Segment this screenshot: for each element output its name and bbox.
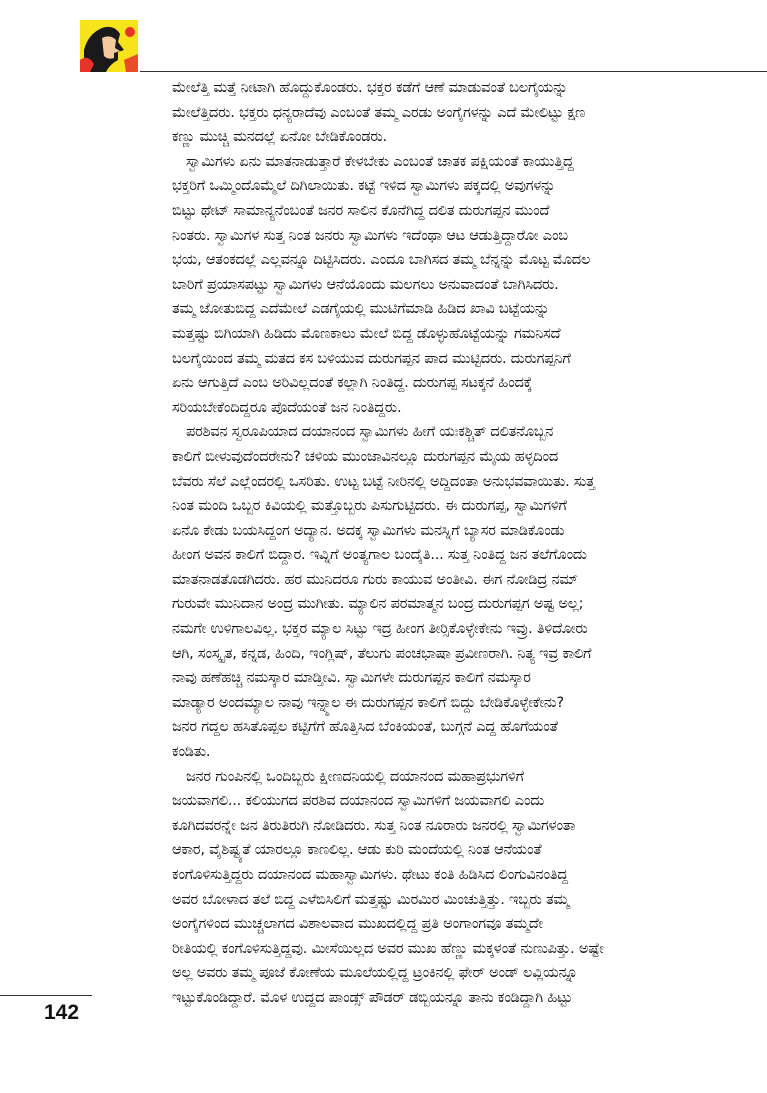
text-line: ರೀತಿಯಲ್ಲಿ ಕಂಗೊಳಿಸುತ್ತಿದ್ದವು. ಮೀಸೆಯಿಲ್ಲದ ಅವರ ಮುಖ ಹೆಣ್ಣು ಮಕ್ಕಳಂತೆ ನುಣುಪಿತ್ತು. ಅಷ್ಟೇ: [172, 939, 604, 957]
text-line: ಗುರುವೇ ಮುನಿದಾನ ಅಂದ್ರ ಮುಗೀತು. ಮ್ಯಾಲಿನ ಪರಮಾತ್ಮನ ಬಂದ್ರ ದುರುಗಪ್ಪಗ ಅಷ್ಟ ಅಲ್ಲ;: [172, 595, 584, 613]
text-line: ಬಿಟ್ಟು ಥೇಟ್ ಸಾಮಾನ್ಯನೆಂಬಂತೆ ಜನರ ಸಾಲಿನ ಕೊನೆಗಿದ್ದ ದಲಿತ ದುರುಗಪ್ಪನ ಮುಂದೆ: [172, 201, 550, 219]
article-body: [172, 76, 712, 1011]
text-line: ಸ್ವಾಮಿಗಳು ಏನು ಮಾತನಾಡುತ್ತಾರೆ ಕೇಳಬೇಕು ಎಂಬಂತೆ ಚಾತಕ ಪಕ್ಷಿಯಂತೆ ಕಾಯುತ್ತಿದ್ದ: [186, 152, 574, 170]
paragraph-2: [172, 150, 712, 421]
text-line: ನಾವು ಹಣೆಹಚ್ಚಿ ನಮಸ್ಕಾರ ಮಾಡ್ತೀವಿ. ಸ್ವಾಮಿಗಳೇ ದುರುಗಪ್ಪನ ಕಾಲಿಗೆ ನಮಸ್ಕಾರ: [172, 669, 531, 687]
text-line: ಏನೊ ಕೇಡು ಬಯಸಿದ್ದಂಗ ಅದ್ಯಾನ. ಅದಕ್ಕ ಸ್ವಾಮಿಗಳು ಮನಸ್ನಿಗೆ ಬ್ಯಾಸರ ಮಾಡಿಕೊಂಡು: [172, 521, 565, 539]
paragraph-3: [172, 420, 712, 764]
text-line: ಜನರ ಗುಂಪಿನಲ್ಲಿ ಒಂದಿಬ್ಬರು ಕ್ಷೀಣದನಿಯಲ್ಲಿ ದಯಾನಂದ ಮಹಾಪ್ರಭುಗಳಿಗೆ: [186, 767, 524, 785]
text-line: ಭಕ್ತರಿಗೆ ಒಮ್ಮಿಂದೊಮ್ಮೆಲೆ ದಿಗಿಲಾಯಿತು. ಕಟ್ಟೆ ಇಳಿದ ಸ್ವಾಮಿಗಳು ಪಕ್ಕದಲ್ಲಿ ಅವುಗಳನ್ನು: [172, 177, 556, 195]
text-line: ಜನರ ಗದ್ದಲ ಹಸಿತೊಪ್ಪಲ ಕಟ್ಟಿಗೆಗೆ ಹೊತ್ತಿಸಿದ ಬೆಂಕಿಯಂತೆ, ಬುಗ್ಗನೆ ಎದ್ದ ಹೊಗೆಯಂತೆ: [172, 718, 558, 736]
text-line: ಕಾಲಿಗೆ ಬೀಳುವುದೆಂದರೇನು? ಚಳಿಯ ಮುಂಜಾವಿನಲ್ಲೂ ದುರುಗಪ್ಪನ ಮೈಯ ಹಳ್ಳದಿಂದ: [172, 447, 559, 465]
text-line: ಅವರ ಬೋಳಾದ ತಲೆ ಬಿದ್ದ ಎಳೆಬಿಸಿಲಿಗೆ ಮತ್ತಷ್ಟು ಮಿರಮಿರ ಮಿಂಚುತ್ತಿತ್ತು. ಇಬ್ಬರು ತಮ್ಮ: [172, 890, 570, 908]
text-line: ಕಂಡಿತು.: [172, 743, 211, 761]
text-line: ಮತ್ತಷ್ಟು ಬಿಗಿಯಾಗಿ ಹಿಡಿದು ಮೊಣಕಾಲು ಮೇಲೆ ಬಿದ್ದ ಡೊಳ್ಳುಹೊಟ್ಟೆಯನ್ನು ಗಮನಿಸದೆ: [172, 324, 561, 342]
text-line: ಮಾತನಾಡತೊಡಗಿದರು. ಹರ ಮುನಿದರೂ ಗುರು ಕಾಯುವ ಅಂತೀವಿ. ಈಗ ನೋಡಿದ್ರ ನಮ್: [172, 570, 578, 588]
text-line: ಮೇಲೆತ್ತಿ ಮತ್ತೆ ನೀಟಾಗಿ ಹೊದ್ದುಕೊಂಡರು. ಭಕ್ತರ ಕಡೆಗೆ ಆಣೆ ಮಾಡುವಂತೆ ಬಲಗೈಯನ್ನು: [172, 79, 568, 96]
text-line: ಮೇಲೆತ್ತಿದರು. ಭಕ್ತರು ಧನ್ಯರಾದೆವು ಎಂಬಂತೆ ತಮ್ಮ ಎರಡು ಅಂಗೈಗಳನ್ನು ಎದೆ ಮೇಲಿಟ್ಟು ಕ್ಷಣ: [172, 103, 586, 121]
text-line: ಆಗಿ, ಸಂಸ್ಕೃತ, ಕನ್ನಡ, ಹಿಂದಿ, ಇಂಗ್ಲಿಷ್, ತೆಲುಗು ಪಂಚಭಾಷಾ ಪ್ರವೀಣರಾಗಿ. ನಿತ್ಯ ಇವ್ರ ಕಾಲಿಗೆ: [172, 644, 592, 662]
text-line: ಕೂಗಿದವರನ್ನೇ ಜನ ತಿರುತಿರುಗಿ ನೋಡಿದರು. ಸುತ್ತ ನಿಂತ ನೂರಾರು ಜನರಲ್ಲಿ ಸ್ವಾಮಿಗಳಂತಾ: [172, 816, 576, 834]
text-line: ಏನು ಆಗುತ್ತಿದೆ ಎಂಬ ಅರಿವಿಲ್ಲದಂತೆ ಕಲ್ಲಾಗಿ ನಿಂತಿದ್ದ. ದುರುಗಪ್ಪ ಸಟಕ್ಕನೆ ಹಿಂದಕ್ಕೆ: [172, 374, 533, 392]
text-line: ನಿಂತ ಮಂದಿ ಒಬ್ಬರ ಕಿವಿಯಲ್ಲಿ ಮತ್ತೊಬ್ಬರು ಪಿಸುಗುಟ್ಟಿದರು. ಈ ದುರುಗಪ್ಪ, ಸ್ವಾಮಿಗಳಿಗೆ: [172, 497, 567, 515]
paragraph-4: [172, 765, 712, 1011]
text-line: ನಿಂತರು. ಸ್ವಾಮಿಗಳ ಸುತ್ತ ನಿಂತ ಜನರು ಸ್ವಾಮಿಗಳು ಇದೆಂಥಾ ಆಟ ಆಡುತ್ತಿದ್ದಾರೋ ಎಂಬ: [172, 226, 568, 244]
text-line: ಬಾರಿಗೆ ಪ್ರಯಾಸಪಟ್ಟು ಸ್ವಾಮಿಗಳು ಆನೆಯೊಂದು ಮಲಗಲು ಅನುವಾದಂತೆ ಬಾಗಿಸಿದರು.: [172, 275, 559, 293]
page-number: 142: [44, 1001, 80, 1024]
text-line: ಪರಶಿವನ ಸ್ವರೂಪಿಯಾದ ದಯಾನಂದ ಸ್ವಾಮಿಗಳು ಹೀಗೆ ಯಃಕಶ್ಚಿತ್ ದಲಿತನೊಬ್ಬನ: [186, 423, 554, 441]
text-line: ಹೀಂಗ ಅವನ ಕಾಲಿಗೆ ಬಿದ್ದಾರ. ಇವ್ನಿಗೆ ಅಂತ್ಯಗಾಲ ಬಂದೈತಿ... ಸುತ್ತ ನಿಂತಿದ್ದ ಜನ ತಲೆಗೊಂದು: [172, 546, 587, 564]
text-line: ಸರಿಯಬೇಕೆಂದಿದ್ದರೂ ಪೊದೆಯಂತೆ ಜನ ನಿಂತಿದ್ದರು.: [172, 398, 402, 416]
text-line: ತಮ್ಮ ಜೋತುಬಿದ್ದ ಎದೆಮೇಲೆ ಎಡಗೈಯಲ್ಲಿ ಮುಟಿಗೆಮಾಡಿ ಹಿಡಿದ ಖಾವಿ ಬಟ್ಟೆಯನ್ನು: [172, 300, 550, 318]
text-line: ಕಣ್ಣು ಮುಚ್ಚಿ ಮನದಲ್ಲೆ ಏನೋ ಬೇಡಿಕೊಂಡರು.: [172, 128, 387, 146]
text-line: ಭಯ, ಆತಂಕದಲ್ಲೆ ಎಲ್ಲವನ್ನೂ ದಿಟ್ಟಿಸಿದರು. ಎಂದೂ ಬಾಗಿಸದ ತಮ್ಮ ಬೆನ್ನನ್ನು ಮೊಟ್ಟ ಮೊದಲ: [172, 251, 591, 269]
header-rule: [140, 71, 767, 72]
text-line: ಅಂಗೈಗಳಿಂದ ಮುಚ್ಚಲಾಗದ ವಿಶಾಲವಾದ ಮುಖದಲ್ಲಿದ್ದ ಪ್ರತಿ ಅಂಗಾಂಗವೂ ತಮ್ಮದೇ: [172, 915, 543, 933]
face-profile-logo-icon: [80, 20, 138, 72]
footer-rule: [0, 995, 92, 996]
text-line: ಬೆವರು ಸೆಲೆ ಎಲ್ಲೆಂದರಲ್ಲಿ ಒಸರಿತು. ಉಟ್ಟ ಬಟ್ಟೆ ನೀರಿನಲ್ಲಿ ಅದ್ದಿದಂತಾ ಅನುಭವವಾಯಿತು. ಸುತ್ತ: [172, 472, 595, 490]
text-line: ಅಲ್ಲ ಅವರು ತಮ್ಮ ಪೂಜೆ ಕೋಣೆಯ ಮೂಲೆಯಲ್ಲಿದ್ದ ಟ್ರಂಕಿನಲ್ಲಿ ಫೇರ್ ಅಂಡ್ ಲವ್ಲಿಯನ್ನೂ: [172, 964, 578, 982]
text-line: ನಮಗೇ ಉಳಿಗಾಲವಿಲ್ಲ. ಭಕ್ತರ ಮ್ಯಾಲ ಸಿಟ್ಟು ಇದ್ರ ಹೀಂಗ ತೀರ್‍ಸಿಕೊಳ್ಳೇಕೇನು ಇವ್ರು. ತಿಳಿದೋರು: [172, 620, 588, 638]
text-line: ಮಾಡ್ಯಾರ ಅಂದಮ್ಯಾಲ ನಾವು ಇನ್ನ್ಮಾಲ ಈ ದುರುಗಪ್ಪನ ಕಾಲಿಗೆ ಬಿದ್ದು ಬೇಡಿಕೊಳ್ಳೇಕೇನು?: [172, 693, 564, 711]
text-line: ಆಕಾರ, ವೈಶಿಷ್ಟ್ಯತೆ ಯಾರಲ್ಲೂ ಕಾಣಲಿಲ್ಲ. ಆಡು ಕುರಿ ಮಂದೆಯಲ್ಲಿ ನಿಂತ ಆನೆಯಂತೆ: [172, 841, 542, 859]
text-line: ಕಂಗೊಳಿಸುತ್ತಿದ್ದರು ದಯಾನಂದ ಮಹಾಸ್ವಾಮಿಗಳು. ಥೇಟು ಕಂತಿ ಹಿಡಿಸಿದ ಲಿಂಗುವಿನಂತಿದ್ದ: [172, 866, 568, 883]
paragraph-1: [172, 76, 712, 150]
text-line: ಇಟ್ಟುಕೊಂಡಿದ್ದಾರೆ. ಮೊಳ ಉದ್ದದ ಪಾಂಡ್ಸ್ ಪೌಡರ್ ಡಬ್ಬಿಯನ್ನೂ ತಾನು ಕಂಡಿದ್ದಾಗಿ ಹಿಟ್ಟು: [172, 988, 573, 1006]
text-line: ಬಲಗೈಯಿಂದ ತಮ್ಮ ಮತದ ಕಸ ಬಳಿಯುವ ದುರುಗಪ್ಪನ ಪಾದ ಮುಟ್ಟಿದರು. ದುರುಗಪ್ಪನಿಗೆ: [172, 349, 571, 367]
text-line: ಜಯವಾಗಲಿ... ಕಲಿಯುಗದ ಪರಶಿವ ದಯಾನಂದ ಸ್ವಾಮಿಗಳಿಗೆ ಜಯವಾಗಲಿ ಎಂದು: [172, 792, 545, 810]
